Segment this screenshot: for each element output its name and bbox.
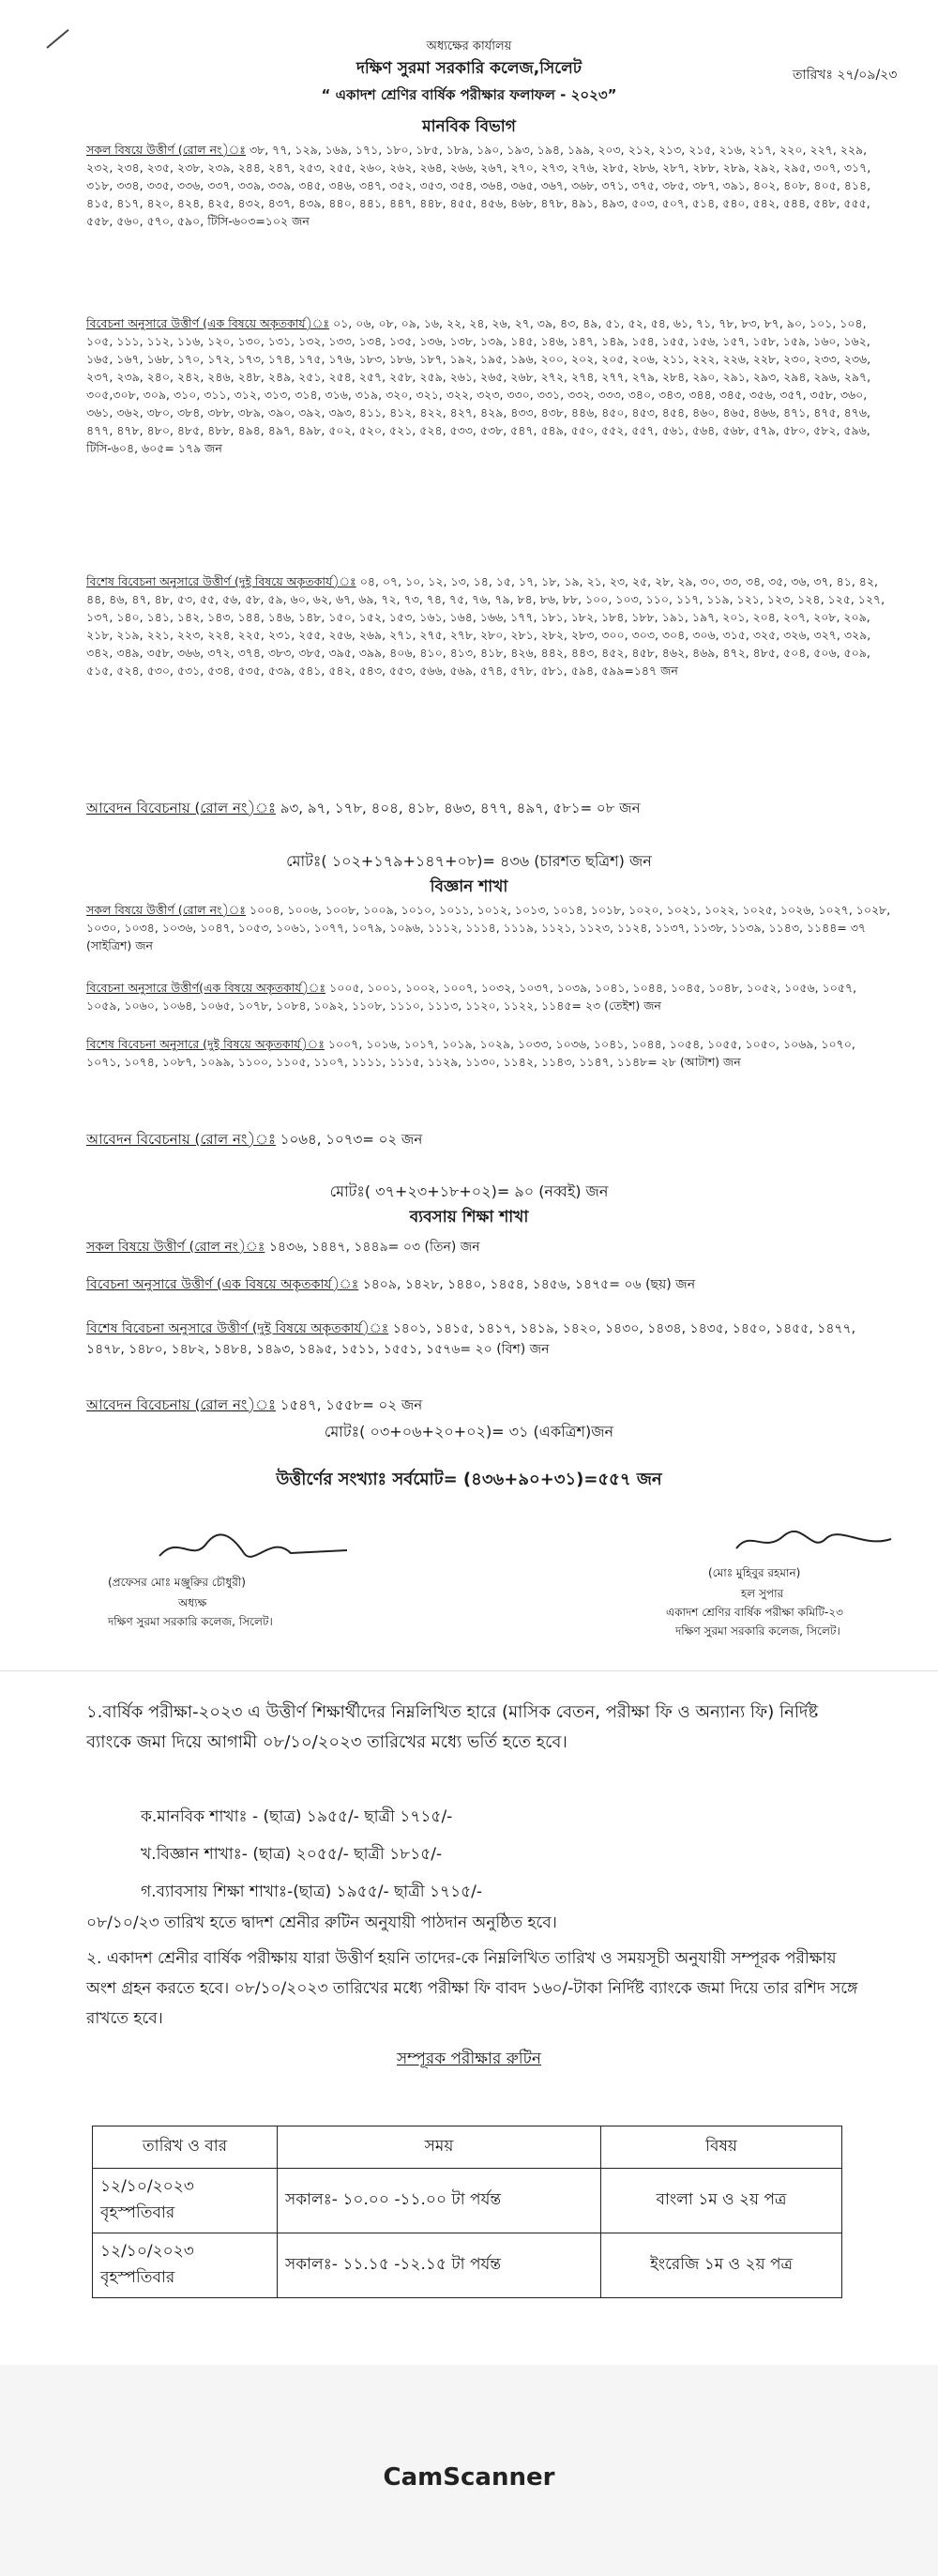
table-row: [93, 2169, 842, 2233]
science-heading: বিজ্ঞান শাখা: [430, 877, 508, 896]
grand-total: উত্তীর্ণের সংখ্যাঃ সর্বমোট= (৪৩৬+৯০+৩১)=৫৫৭ জন: [276, 1470, 662, 1489]
business-all-pass: [86, 1239, 893, 1257]
hall-super-committee: একাদশ শ্রেণির বার্ষিক পরীক্ষা কমিটি-২৩: [666, 1606, 843, 1619]
hall-super-signature: [732, 1525, 900, 1562]
humanities-all-pass-label: সকল বিষয়ে উত্তীর্ণ (রোল নং)ঃ: [86, 143, 246, 157]
humanities-one-fail: [86, 314, 893, 457]
fee-science: খ.বিজ্ঞান শাখাঃ- (ছাত্র) ২০৫৫/- ছাত্রী ১৮১৫/-: [141, 1845, 443, 1864]
col-subject: বিষয়: [601, 2126, 842, 2169]
humanities-all-pass-rolls: ৩৮, ৭৭, ১২৯, ১৬৯, ১৭১, ১৮০, ১৮৫, ১৮৯, ১৯০, ১৯৩, ১৯৪, ১৯৯, ২০৩, ২১২, ২১৩, ২১৫, ২১৬, ২১৭, ২২০, ২২৭, ২২৯, ২৩২, ২৩৪, ২৩৫, ২৩৮, ২৩৯, ২৪৪, ২৪৭, ২৫৩, ২৫৫, ২৬০, ২৬২, ২৬৪, ২৬৬, ২৬৭, ২৭০, ২৭৩, ২৭৬, ২৮৫, ২৮৬, ২৮৭, ২৮৮, ২৮৯, ২৯২, ২৯৫, ৩০৭, ৩১৭, ৩১৮, ৩৩৪, ৩৩৫, ৩৩৬, ৩৩৭, ৩৩৯, ৩৩৯, ৩৪৫, ৩৪৬, ৩৪৭, ৩৫২, ৩৫৩, ৩৫৪, ৩৬৪, ৩৬৫, ৩৬৭, ৩৬৮, ৩৭১, ৩৭৫, ৩৮৫, ৩৮৭, ৩৯১, ৪০২, ৪০৮, ৪০৫, ৪১৪, ৪১৫, ৪১৭, ৪২০, ৪২৪, ৪২৫, ৪৩২, ৪৩৭, ৪৩৯, ৪৪০, ৪৪১, ৪৪৭, ৪৪৮, ৪৫৫, ৪৫৬, ৪৬৮, ৪৭৮, ৪৯১, ৪৯৩, ৫০৩, ৫০৭, ৫১৪, ৫৪০, ৫৪২, ৫৪৪, ৫৪৮, ৫৫৫, ৫৫৮, ৫৬০, ৫৭০, ৫৯০, টিসি-৬০৩=১০২ জন: [86, 143, 871, 228]
notice-paragraph-3: ২. একাদশ শ্রেনীর বার্ষিক পরীক্ষায় যারা উত্তীর্ণ হয়নি তাদের-কে নিম্নলিখিত তারিখ ও সময়সূচী অনুযায়ী সম্পূরক পরীক্ষায় অংশ গ্রহন করতে হবে। ০৮/১০/২০২৩ তারিখের মধ্যে পরীক্ষা ফি বাবদ ১৬০/-টাকা নির্দিষ্ট ব্যাংকে জমা দিয়ে তার রশিদ সঙ্গে রাখতে হবে।: [86, 1949, 858, 2028]
science-all-pass-rolls: ১০০৪, ১০০৬, ১০০৮, ১০০৯, ১০১০, ১০১১, ১০১২, ১০১৩, ১০১৪, ১০১৮, ১০২০, ১০২১, ১০২২, ১০২৫, ১০২৬, ১০২৭, ১০২৮, ১০৩০, ১০৩৪, ১০৩৬, ১০৪৭, ১০৫৩, ১০৬১, ১০৭৭, ১০৭৯, ১০৯৬, ১১১২, ১১১৪, ১১১৯, ১১২১, ১১২৩, ১১২৪, ১১৩৭, ১১৩৮, ১১৩৯, ১১৪৩, ১১৪৪= ৩৭ (সাইত্রিশ) জন: [86, 903, 891, 953]
science-two-fail-label: বিশেষ বিবেচনা অনুসারে (দুই বিষয়ে অকৃতকার্য)ঃ: [86, 1037, 325, 1051]
row-time: সকালঃ- ১০.০০ -১১.০০ টা পর্যন্ত: [278, 2169, 601, 2233]
business-one-fail-rolls: ১৪০৯, ১৪২৮, ১৪৪০, ১৪৫৪, ১৪৫৬, ১৪৭৫= ০৬ (ছয়) জন: [362, 1277, 696, 1292]
col-date: তারিখ ও বার: [93, 2126, 278, 2169]
notice-paragraph-1: ১.বার্ষিক পরীক্ষা-২০২৩ এ উত্তীর্ণ শিক্ষার্থীদের নিম্নলিখিত হারে (মাসিক বেতন, পরীক্ষা ফি ও অন্যান্য ফি) নির্দিষ্ট ব্যাংকে জমা দিয়ে আগামী ০৮/১০/২০২৩ তারিখের মধ্যে ভর্তি হতে হবে।: [86, 1702, 819, 1752]
business-appeal-rolls: ১৫৪৭, ১৫৫৮= ০২ জন: [280, 1396, 423, 1413]
hall-super-name: (মোঃ মুহিবুর রহমান): [708, 1566, 801, 1579]
science-all-pass: [86, 901, 893, 954]
row-time: সকালঃ- ১১.১৫ -১২.১৫ টা পর্যন্ত: [278, 2233, 601, 2298]
principal-signature: [150, 1530, 356, 1567]
humanities-appeal: [86, 800, 893, 817]
fee-business: গ.ব্যাবসায় শিক্ষা শাখাঃ-(ছাত্র) ১৯৫৫/- ছাত্রী ১৭১৫/-: [141, 1882, 482, 1901]
row-date: ১২/১০/২০২৩: [100, 2177, 194, 2196]
science-appeal-rolls: ১০৬৪, ১০৭৩= ০২ জন: [280, 1131, 423, 1148]
camscanner-logo: CamScanner: [383, 2463, 555, 2492]
humanities-heading: মানবিক বিভাগ: [422, 117, 516, 136]
humanities-all-pass: [86, 141, 893, 230]
fee-humanities: ক.মানবিক শাখাঃ - (ছাত্র) ১৯৫৫/- ছাত্রী ১৭১৫/-: [141, 1807, 453, 1826]
business-total: মোটঃ( ০৩+০৬+২০+০২)= ৩১ (একত্রিশ)জন: [324, 1423, 614, 1440]
humanities-appeal-label: আবেদন বিবেচনায় (রোল নং)ঃ: [86, 800, 277, 816]
science-two-fail: [86, 1035, 893, 1071]
science-one-fail-rolls: ১০০৫, ১০০১, ১০০২, ১০০৭, ১০৩২, ১০৩৭, ১০৩৯, ১০৪১, ১০৪৪, ১০৪৫, ১০৪৮, ১০৫২, ১০৫৬, ১০৫৭, ১০৫৯, ১০৬০, ১০৬৪, ১০৬৫, ১০৭৮, ১০৮৪, ১০৯২, ১১০৮, ১১১০, ১১১৩, ১১২০, ১১২২, ১১৪৫= ২৩ (তেইশ) জন: [86, 981, 857, 1013]
science-total: মোটঃ( ৩৭+২৩+১৮+০২)= ৯০ (নব্বই) জন: [329, 1182, 609, 1200]
science-one-fail: [86, 979, 893, 1014]
business-appeal-label: আবেদন বিবেচনায় (রোল নং)ঃ: [86, 1396, 277, 1413]
college-name: দক্ষিণ সুরমা সরকারি কলেজ,সিলেট: [356, 59, 582, 78]
business-two-fail-label: বিশেষ বিবেচনা অনুসারে উত্তীর্ণ (দুই বিষয়ে অকৃতকার্য)ঃ: [86, 1321, 389, 1336]
row-day: বৃহস্পতিবার: [100, 2268, 175, 2287]
humanities-one-fail-rolls: ০১, ০৬, ০৮, ০৯, ১৬, ২২, ২৪, ২৬, ২৭, ৩৯, ৪৩, ৪৯, ৫১, ৫২, ৫৪, ৬১, ৭১, ৭৮, ৮৩, ৮৭, ৯০, ১০১, ১০৪, ১০৫, ১১১, ১১২, ১১৬, ১২০, ১৩০, ১৩১, ১৩২, ১৩৩, ১৩৪, ১৩৫, ১৩৬, ১৩৮, ১৩৯, ১৪৫, ১৪৬, ১৪৭, ১৪৯, ১৫৪, ১৫৫, ১৫৬, ১৫৭, ১৫৮, ১৫৯, ১৬০, ১৬২, ১৬৫, ১৬৭, ১৬৮, ১৭০, ১৭২, ১৭৩, ১৭৪, ১৭৫, ১৭৬, ১৮৩, ১৮৬, ১৮৭, ১৯২, ১৯৫, ১৯৬, ২০০, ২০২, ২০৫, ২০৬, ২১১, ২২২, ২২৬, ২২৮, ২৩০, ২৩৩, ২৩৬, ২৩৭, ২৩৯, ২৪০, ২৪২, ২৪৬, ২৪৮, ২৪৯, ২৫১, ২৫৪, ২৫৭, ২৫৮, ২৫৯, ২৬১, ২৬৫, ২৬৮, ২৭২, ২৭৪, ২৭৭, ২৭৯, ২৮৪, ২৯০, ২৯১, ২৯৩, ২৯৪, ২৯৬, ২৯৭, ৩০৫,৩০৮, ৩০৯, ৩১০, ৩১১, ৩১২, ৩১৩, ৩১৪, ৩১৬, ৩১৯, ৩২০, ৩২১, ৩২২, ৩২৩, ৩৩০, ৩৩১, ৩৩২, ৩৩৩, ৩৪০, ৩৪৩, ৩৪৪, ৩৪৫, ৩৫৬, ৩৫৭, ৩৫৮, ৩৬০, ৩৬১, ৩৬২, ৩৮০, ৩৮৪, ৩৮৮, ৩৮৯, ৩৯০, ৩৯২, ৩৯৩, ৪১১, ৪১২, ৪২২, ৪২৭, ৪২৯, ৪৩৩, ৪৩৮, ৪৪৬, ৪৫০, ৪৫৩, ৪৫৪, ৪৬০, ৪৬৫, ৪৬৬, ৪৭১, ৪৭৫, ৪৭৬, ৪৭৭, ৪৭৮, ৪৮০, ৪৮৫, ৪৮৮, ৪৯৪, ৪৯৭, ৪৯৮, ৫০২, ৫২০, ৫২১, ৫২৪, ৫৩৩, ৫৩৮, ৫৪৭, ৫৪৯, ৫৫০, ৫৫২, ৫৫৭, ৫৬১, ৫৬৪, ৫৬৮, ৫৭৯, ৫৮০, ৫৮২, ৫৯৬, টিসি-৬০৪, ৬০৫= ১৭৯ জন: [86, 316, 871, 455]
humanities-two-fail-label: বিশেষ বিবেচনা অনুসারে উত্তীর্ণ (দুই বিষয়ে অকৃতকার্য)ঃ: [86, 574, 356, 588]
science-appeal-label: আবেদন বিবেচনায় (রোল নং)ঃ: [86, 1131, 277, 1148]
notice-paragraph-2: ০৮/১০/২৩ তারিখ হতে দ্বাদশ শ্রেনীর রুটিন অনুযায়ী পাঠদান অনুষ্ঠিত হবে।: [86, 1913, 557, 1932]
row-date: ১২/১০/২০২৩: [100, 2242, 194, 2261]
principal-name: (প্রফেসর মোঃ মঞ্জুরিুর চৌধুরী): [108, 1576, 246, 1589]
date: তারিখঃ ২৭/০৯/২৩: [793, 68, 898, 83]
business-one-fail-label: বিবেচনা অনুসারে উত্তীর্ণ (এক বিষয়ে অকৃতকার্য)ঃ: [86, 1277, 359, 1292]
humanities-one-fail-label: বিবেচনা অনুসারে উত্তীর্ণ (এক বিষয়ে অকৃতকার্য)ঃ: [86, 316, 330, 330]
principal-title: অধ্যক্ষ: [178, 1596, 207, 1609]
routine-header-row: [93, 2126, 842, 2169]
row-subject: বাংলা ১ম ও ২য় পত্র: [601, 2169, 842, 2233]
business-two-fail: [86, 1318, 893, 1360]
hall-super-title: হল সুপার: [741, 1587, 784, 1600]
row-date-cell: [93, 2233, 278, 2298]
humanities-total: মোটঃ( ১০২+১৭৯+১৪৭+০৮)= ৪৩৬ (চারশত ছত্রিশ) জন: [286, 852, 652, 870]
table-row: [93, 2233, 842, 2298]
humanities-appeal-rolls: ৯৩, ৯৭, ১৭৮, ৪০৪, ৪১৮, ৪৬৩, ৪৭৭, ৪৯৭, ৫৮১= ০৮ জন: [280, 800, 641, 816]
business-all-pass-rolls: ১৪৩৬, ১৪৪৭, ১৪৪৯= ০৩ (তিন) জন: [268, 1240, 480, 1255]
office-label: অধ্যক্ষের কার্যালয়: [426, 39, 512, 53]
business-two-fail-rolls: ১৪০১, ১৪১৫, ১৪১৭, ১৪১৯, ১৪২০, ১৪৩০, ১৪৩৪, ১৪৩৫, ১৪৫০, ১৪৫৫, ১৪৭৭, ১৪৭৮, ১৪৮০, ১৪৮২, ১৪৮৪, ১৪৯৩, ১৪৯৫, ১৫১১, ১৫৫১, ১৫৭৬= ২০ (বিশ) জন: [86, 1321, 856, 1357]
routine-table: [92, 2126, 842, 2298]
principal-org: দক্ষিণ সুরমা সরকারি কলেজ, সিলেট।: [108, 1615, 273, 1628]
humanities-two-fail-rolls: ০৪, ০৭, ১০, ১২, ১৩, ১৪, ১৫, ১৭, ১৮, ১৯, ২১, ২৩, ২৫, ২৮, ২৯, ৩০, ৩৩, ৩৪, ৩৫, ৩৬, ৩৭, ৪১, ৪২, ৪৪, ৪৬, ৪৭, ৪৮, ৫৩, ৫৫, ৫৬, ৫৮, ৫৯, ৬০, ৬২, ৬৭, ৬৯, ৭২, ৭৩, ৭৪, ৭৫, ৭৬, ৭৯, ৮৪, ৮৬, ৮৮, ১০০, ১০৩, ১১০, ১১৭, ১১৯, ১২১, ১২৩, ১২৪, ১২৫, ১২৭, ১৩৭, ১৪০, ১৪১, ১৪২, ১৪৩, ১৪৪, ১৪৬, ১৪৮, ১৫০, ১৫২, ১৫৩, ১৬১, ১৬৪, ১৬৬, ১৭৭, ১৮১, ১৮২, ১৮৪, ১৮৮, ১৯১, ১৯৭, ২০১, ২০৪, ২০৭, ২০৮, ২০৯, ২১৮, ২১৯, ২২১, ২২৩, ২২৪, ২২৫, ২৩১, ২৫৫, ২৫৬, ২৬৯, ২৭১, ২৭৫, ২৭৮, ২৮০, ২৮১, ২৮২, ২৮৩, ৩০০, ৩০৩, ৩০৪, ৩০৬, ৩১৫, ৩২৫, ৩২৬, ৩২৭, ৩২৯, ৩৪২, ৩৪৯, ৩৫৮, ৩৬৬, ৩৭২, ৩৭৪, ৩৮৩, ৩৮৫, ৩৯৫, ৩৯৯, ৪০৬, ৪১০, ৪১৩, ৪১৮, ৪২৬, ৪৪২, ৪৪৩, ৪৫২, ৪৫৮, ৪৬২, ৪৬৯, ৪৭২, ৪৮৫, ৫০৪, ৫০৬, ৫০৯, ৫১৫, ৫২৪, ৫৩০, ৫৩১, ৫৩৪, ৫৩৫, ৫৩৯, ৫৪১, ৫৪২, ৫৪৩, ৫৫৩, ৫৬৬, ৫৬৯, ৫৭৪, ৫৭৮, ৫৮১, ৫৯৪, ৫৯৯=১৪৭ জন: [86, 574, 885, 678]
business-appeal: [86, 1396, 893, 1414]
business-heading: ব্যবসায় শিক্ষা শাখা: [409, 1208, 529, 1227]
row-subject: ইংরেজি ১ম ও ২য় পত্র: [601, 2233, 842, 2298]
row-day: বৃহস্পতিবার: [100, 2203, 175, 2222]
science-one-fail-label: বিবেচনা অনুসারে উত্তীর্ণ(এক বিষয়ে অকৃতকার্য)ঃ: [86, 981, 326, 995]
humanities-two-fail: [86, 572, 893, 679]
business-one-fail: [86, 1276, 893, 1294]
science-all-pass-label: সকল বিষয়ে উত্তীর্ণ (রোল নং)ঃ: [86, 903, 246, 917]
hall-super-org: দক্ষিণ সুরমা সরকারি কলেজ, সিলেট।: [675, 1624, 840, 1638]
row-date-cell: [93, 2169, 278, 2233]
result-title: “ একাদশ শ্রেণির বার্ষিক পরীক্ষার ফলাফল - ২০২৩”: [321, 86, 617, 103]
business-all-pass-label: সকল বিষয়ে উত্তীর্ণ (রোল নং)ঃ: [86, 1240, 265, 1255]
col-time: সময়: [278, 2126, 601, 2169]
science-appeal: [86, 1131, 893, 1149]
routine-title: সম্পূরক পরীক্ষার রুটিন: [396, 2050, 542, 2068]
science-two-fail-rolls: ১০০৭, ১০১৬, ১০১৭, ১০১৯, ১০২৯, ১০৩৩, ১০৩৬, ১০৪১, ১০৪৪, ১০৫৪, ১০৫৫, ১০৫০, ১০৬৯, ১০৭০, ১০৭১, ১০৭৪, ১০৮৭, ১০৯৯, ১১০০, ১১০৫, ১১০৭, ১১১১, ১১১৫, ১১২৯, ১১৩০, ১১৪২, ১১৪৩, ১১৪৭, ১১৪৮= ২৮ (আটাশ) জন: [86, 1037, 855, 1069]
